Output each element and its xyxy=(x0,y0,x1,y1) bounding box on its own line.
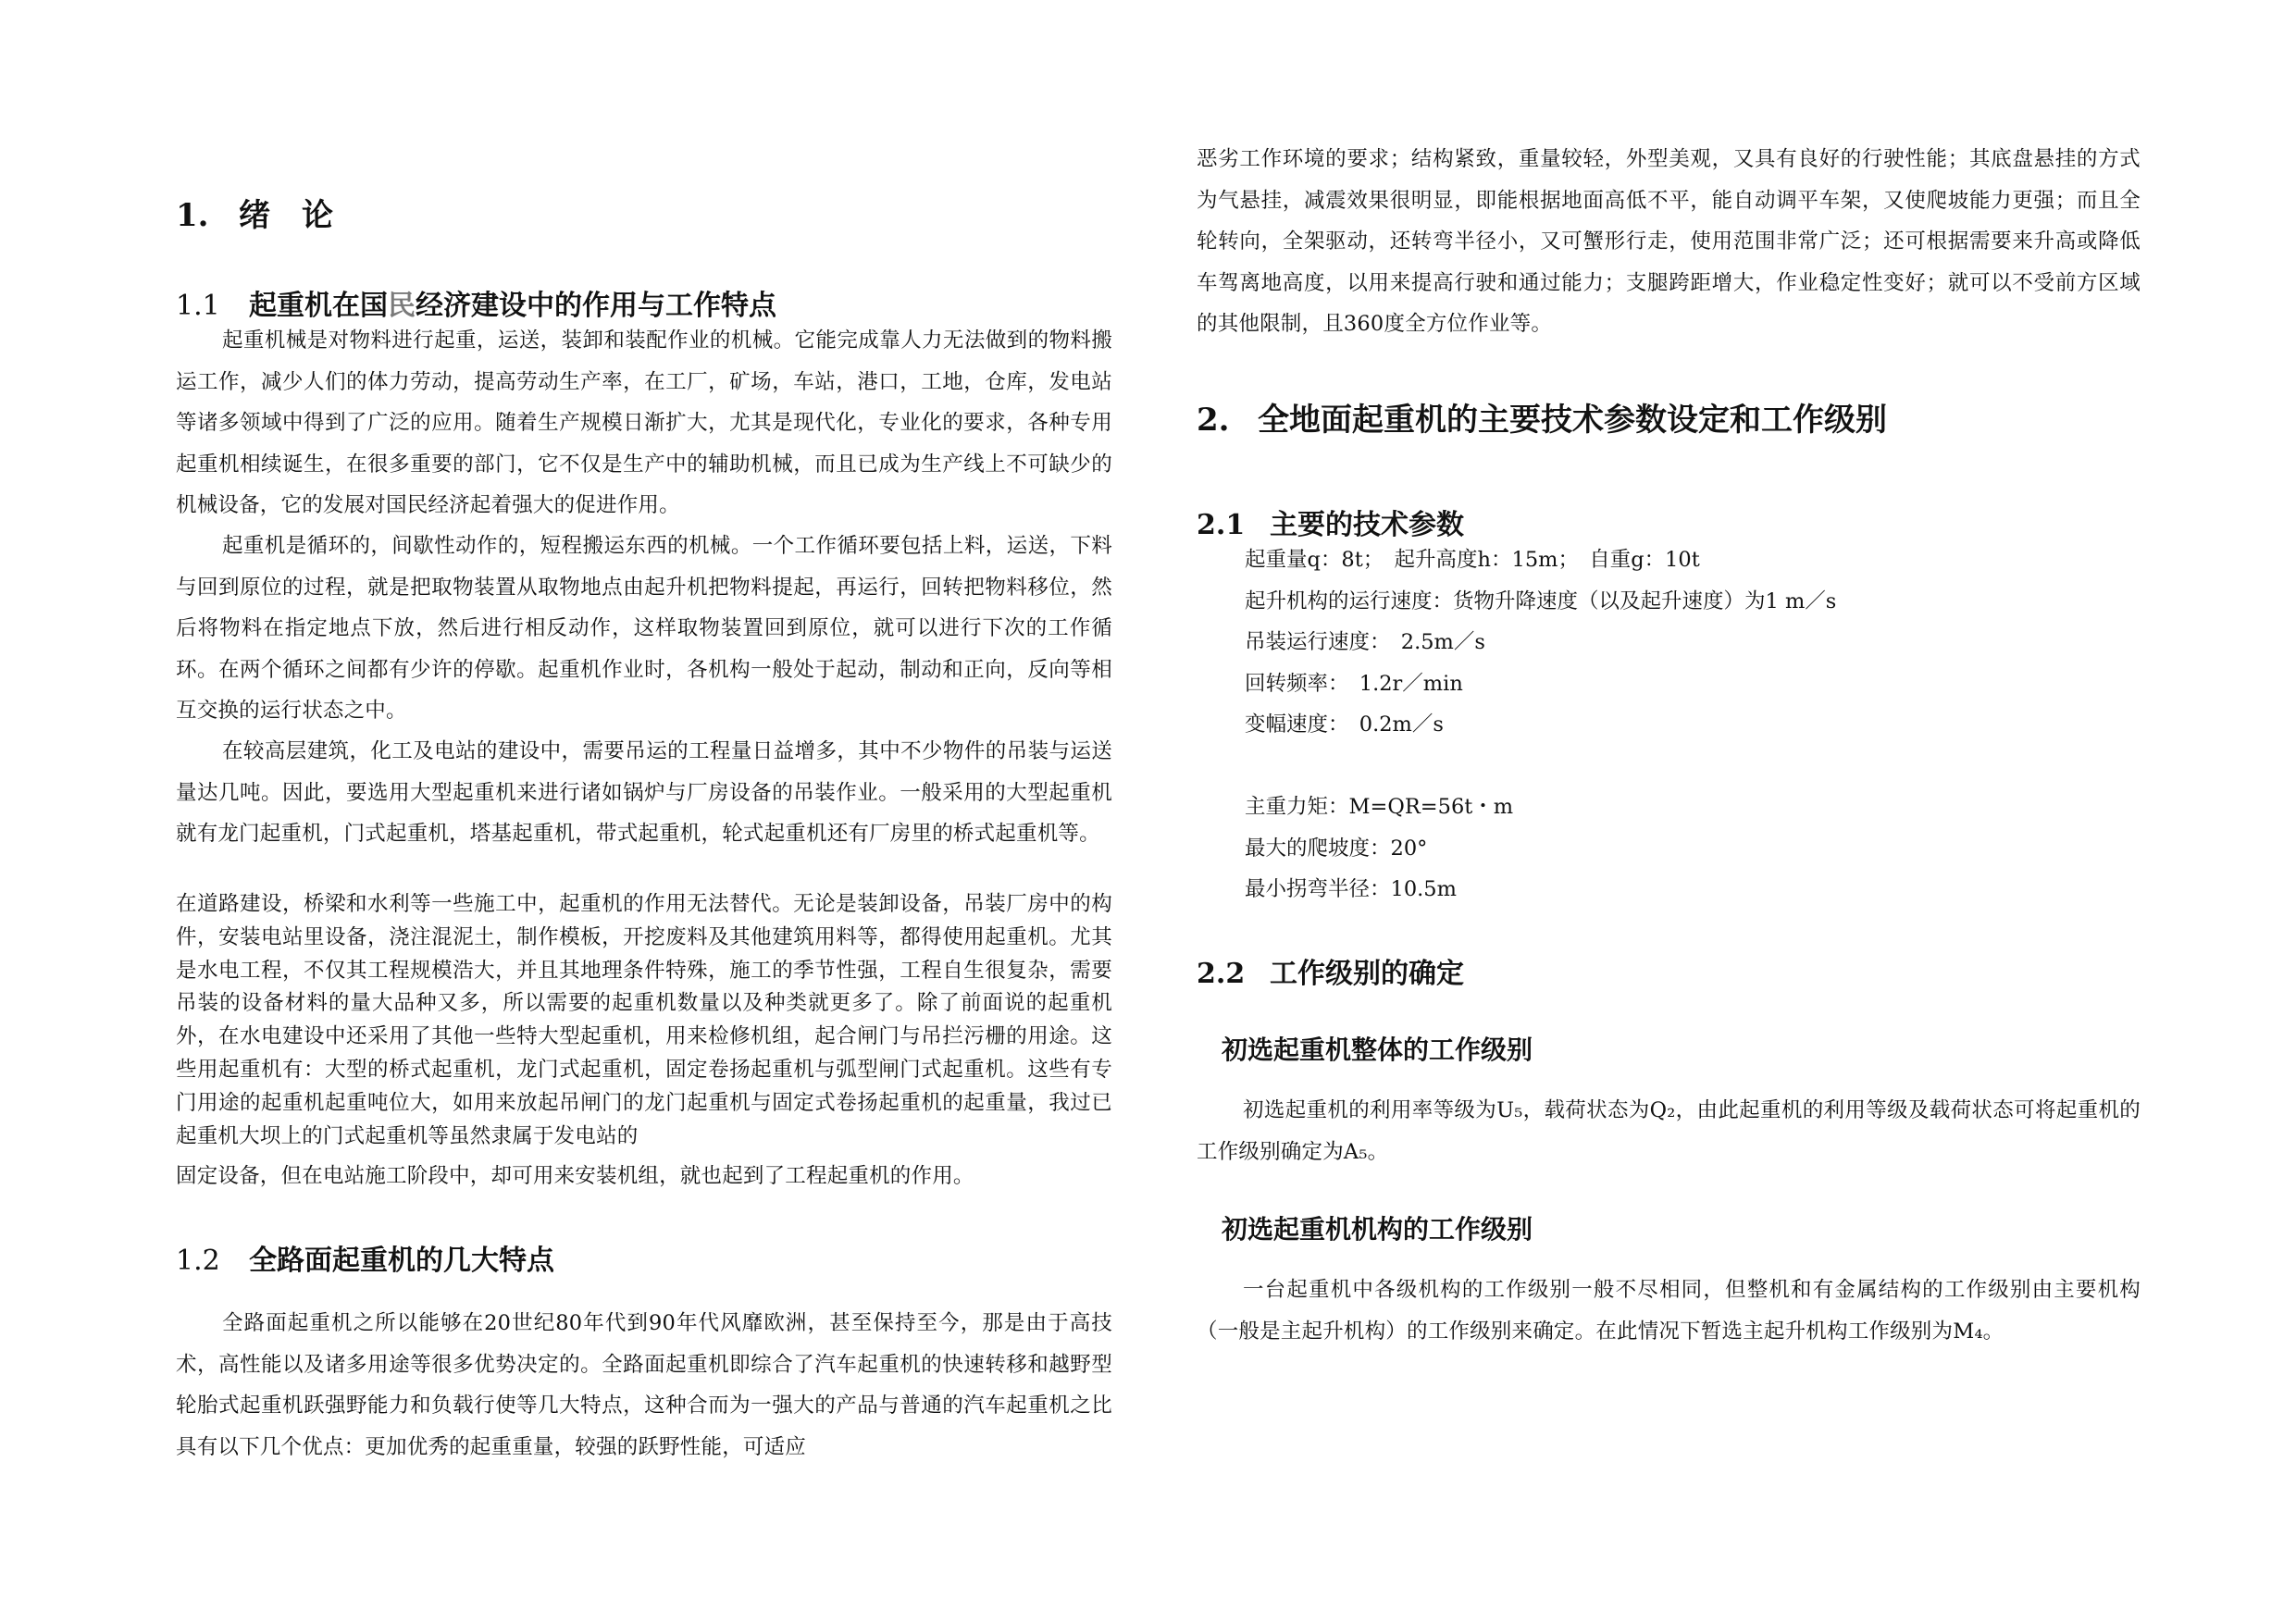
section-number: 2.2 xyxy=(1197,958,1246,990)
section-title: 绪 论 xyxy=(239,197,333,234)
parameter-list xyxy=(1245,539,1836,911)
section-number: 1. xyxy=(176,197,209,234)
section-title: 工作级别的确定 xyxy=(1270,958,1464,990)
section-2-heading xyxy=(1197,394,1887,440)
section-title: 全地面起重机的主要技术参数设定和工作级别 xyxy=(1258,402,1887,439)
paragraph: 全路面起重机之所以能够在20世纪80年代到90年代风靡欧洲，甚至保持至今，那是由于高技术，高性能以及诸多用途等很多优势决定的。全路面起重机即综合了汽车起重机的快速转移和越野型轮胎式起重机跃强野能力和负载行使等几大特点，这种合而为一强大的产品与普通的汽车起重机之比具有以下几个优点：更加优秀的起重重量，较强的跃野性能，可适应 xyxy=(176,1311,1112,1459)
parameter-item: 起升机构的运行速度：货物升降速度（以及起升速度）为1 m／s xyxy=(1245,588,1837,613)
parameter-item: 回转频率： 1.2r／min xyxy=(1245,671,1463,696)
section-title: 主要的技术参数 xyxy=(1270,509,1464,541)
paragraph: 在道路建设，桥梁和水利等一些施工中，起重机的作用无法替代。无论是装卸设备，吊装厂房中的构件，安装电站里设备，浇注混泥土，制作模板，开挖废料及其他建筑用料等，都得使用起重机。尤其是水电工程，不仅其工程规模浩大，并且其地理条件特殊，施工的季节性强，工程自生很复杂，需要吊装的设备材料的量大品种又多，所以需要的起重机数量以及种类就更多了。除了前面说的起重机外，在水电建设中还采用了其他一些特大型起重机，用来检修机组，起合闸门与吊拦污栅的用途。这些用起重机有：大型的桥式起重机，龙门式起重机，固定卷扬起重机与弧型闸门式起重机。这些有专门用途的起重机起重吨位大，如用来放起吊闸门的龙门起重机与固定式卷扬起重机的起重量，我过已起重机大坝上的门式起重机等虽然隶属于发电站的 xyxy=(176,892,1112,1148)
section-number: 2. xyxy=(1197,402,1230,439)
paragraph: 固定设备，但在电站施工阶段中，却可用来安装机组，就也起到了工程起重机的作用。 xyxy=(176,1164,974,1188)
parameter-item: 最大的爬坡度：20° xyxy=(1245,836,1428,861)
section-1-1-heading xyxy=(176,282,776,323)
section-number: 1.2 xyxy=(176,1245,220,1277)
section-number: 2.1 xyxy=(1197,509,1246,541)
paragraph: 起重机械是对物料进行起重，运送，装卸和装配作业的机械。它能完成靠人力无法做到的物料搬运工作，减少人们的体力劳动，提高劳动生产率，在工厂，矿场，车站，港口，工地，仓库，发电站等诸多领域中得到了广泛的应用。随着生产规模日渐扩大，尤其是现代化，专业化的要求，各种专用起重机相续诞生，在很多重要的部门，它不仅是生产中的辅助机械，而且已成为生产线上不可缺少的机械设备，它的发展对国民经济起着强大的促进作用。 xyxy=(176,328,1112,517)
spacer xyxy=(1245,746,1836,787)
parameter-item: 主重力矩：M=QR=56t・m xyxy=(1245,795,1514,819)
parameter-item: 变幅速度： 0.2m／s xyxy=(1245,712,1444,737)
section-title: 全路面起重机的几大特点 xyxy=(249,1245,554,1277)
parameter-item: 起重量q：8t； 起升高度h：15m； 自重g：10t xyxy=(1245,548,1700,572)
paragraph: 恶劣工作环境的要求；结构紧致，重量较轻，外型美观，又具有良好的行驶性能；其底盘悬挂的方式为气悬挂，减震效果很明显，即能根据地面高低不平，能自动调平车架，又使爬坡能力更强；而且全轮转向，全架驱动，还转弯半径小，又可蟹形行走，使用范围非常广泛；还可根据需要来升高或降低车驾离地高度，以用来提高行驶和通过能力；支腿跨距增大，作业稳定性变好；就可以不受前方区域的其他限制，且360度全方位作业等。 xyxy=(1197,147,2141,336)
section-title-part: 民 xyxy=(388,290,416,322)
section-1-heading xyxy=(176,190,333,235)
paragraph: 初选起重机的利用率等级为U₅，载荷状态为Q₂，由此起重机的利用等级及载荷状态可将起重机的工作级别确定为A₅。 xyxy=(1197,1098,2141,1164)
section-2-1-heading xyxy=(1197,502,1464,542)
paragraph: 一台起重机中各级机构的工作级别一般不尽相同，但整机和有金属结构的工作级别由主要机构（一般是主起升机构）的工作级别来确定。在此情况下暂选主起升机构工作级别为M₄。 xyxy=(1197,1278,2141,1344)
section-2-2-heading xyxy=(1197,950,1464,991)
parameter-item: 吊装运行速度： 2.5m／s xyxy=(1245,630,1485,654)
subsection-heading: 初选起重机机构的工作级别 xyxy=(1222,1214,1533,1245)
parameter-item: 最小拐弯半径：10.5m xyxy=(1245,877,1457,901)
paragraph: 在较高层建筑，化工及电站的建设中，需要吊运的工程量日益增多，其中不少物件的吊装与运送量达几吨。因此，要选用大型起重机来进行诸如锅炉与厂房设备的吊装作业。一般采用的大型起重机就有龙门起重机，门式起重机，塔基起重机，带式起重机，轮式起重机还有厂房里的桥式起重机等。 xyxy=(176,739,1112,846)
section-1-2-heading xyxy=(176,1237,554,1278)
section-title-part: 起重机在国 xyxy=(249,290,388,322)
subsection-heading: 初选起重机整体的工作级别 xyxy=(1222,1035,1533,1065)
section-number: 1.1 xyxy=(176,290,220,322)
section-title-part: 经济建设中的作用与工作特点 xyxy=(416,290,776,322)
paragraph: 起重机是循环的，间歇性动作的，短程搬运东西的机械。一个工作循环要包括上料，运送，下料与回到原位的过程，就是把取物装置从取物地点由起升机把物料提起，再运行，回转把物料移位，然后将物料在指定地点下放，然后进行相反动作，这样取物装置回到原位，就可以进行下次的工作循环。在两个循环之间都有少许的停歇。起重机作业时，各机构一般处于起动，制动和正向，反向等相互交换的运行状态之中。 xyxy=(176,534,1112,723)
